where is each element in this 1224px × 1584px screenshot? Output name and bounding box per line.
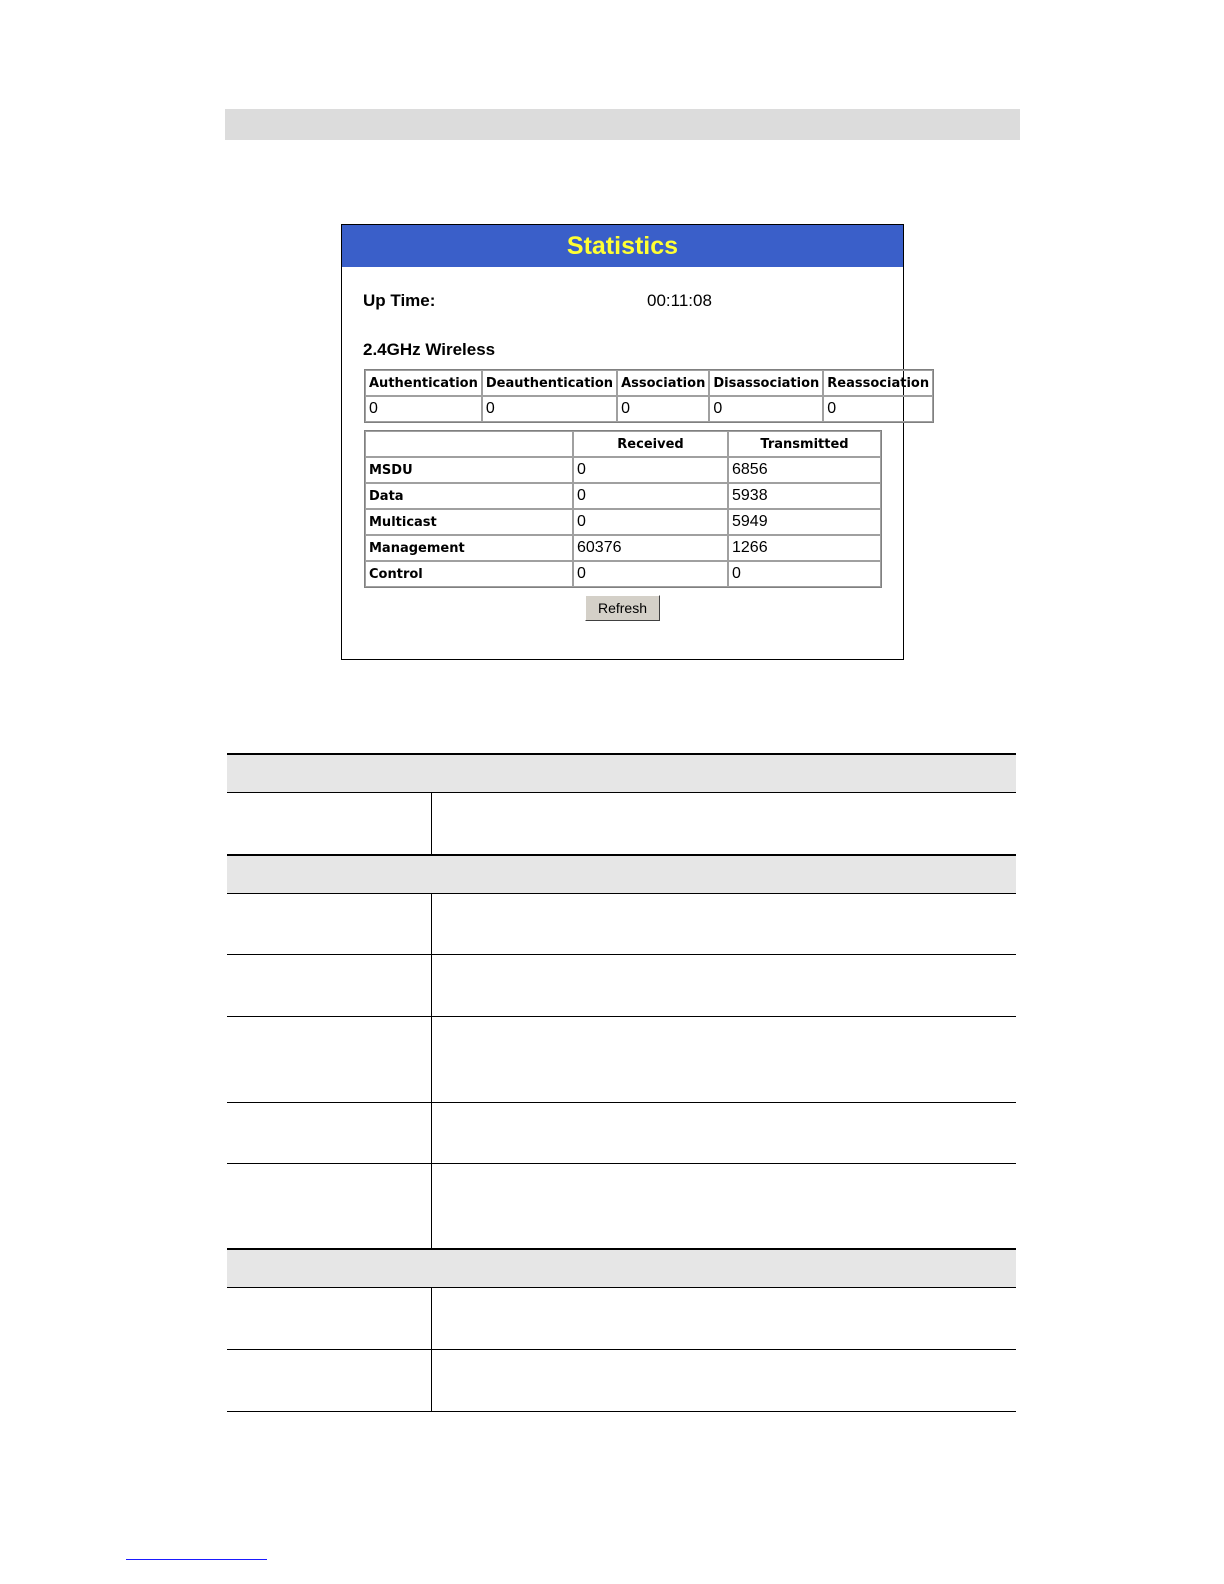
header-association: Association <box>617 370 709 396</box>
wireless-section-title: 2.4GHz Wireless <box>363 340 496 359</box>
table-row <box>227 893 1016 955</box>
table-row <box>365 535 881 561</box>
footer-link-underline[interactable] <box>126 1558 267 1560</box>
row-label: MSDU <box>365 457 573 483</box>
value-association: 0 <box>617 396 709 422</box>
table-section-header <box>227 1248 1016 1288</box>
table-row <box>365 396 933 422</box>
column-divider <box>431 792 432 854</box>
column-divider <box>431 1164 432 1248</box>
header-blank <box>365 431 573 457</box>
transmitted-value: 6856 <box>728 457 881 483</box>
column-divider <box>431 955 432 1016</box>
received-value: 60376 <box>573 535 728 561</box>
column-divider <box>431 1287 432 1349</box>
table-header-row <box>365 370 933 396</box>
column-divider <box>431 1350 432 1411</box>
value-deauthentication: 0 <box>482 396 617 422</box>
row-label: Control <box>365 561 573 587</box>
transmitted-value: 0 <box>728 561 881 587</box>
header-transmitted: Transmitted <box>728 431 881 457</box>
table-row <box>227 1164 1016 1249</box>
table-row <box>227 1017 1016 1103</box>
transmitted-value: 1266 <box>728 535 881 561</box>
header-reassociation: Reassociation <box>823 370 933 396</box>
received-value: 0 <box>573 509 728 535</box>
value-authentication: 0 <box>365 396 482 422</box>
column-divider <box>431 1103 432 1163</box>
table-row <box>365 483 881 509</box>
table-row <box>227 1287 1016 1350</box>
received-value: 0 <box>573 457 728 483</box>
table-row <box>365 561 881 587</box>
value-disassociation: 0 <box>709 396 823 422</box>
transmitted-value: 5938 <box>728 483 881 509</box>
row-label: Multicast <box>365 509 573 535</box>
header-received: Received <box>573 431 728 457</box>
table-row <box>365 509 881 535</box>
table-row <box>365 457 881 483</box>
column-divider <box>431 1017 432 1102</box>
table-row <box>227 1103 1016 1164</box>
table-row <box>227 955 1016 1017</box>
statistics-panel <box>341 224 930 660</box>
value-reassociation: 0 <box>823 396 933 422</box>
table-header-row <box>365 431 881 457</box>
uptime-label: Up Time: <box>363 291 436 310</box>
traffic-stats-table <box>364 430 882 588</box>
row-label: Management <box>365 535 573 561</box>
header-disassociation: Disassociation <box>709 370 823 396</box>
table-row <box>227 1350 1016 1412</box>
refresh-button[interactable]: Refresh <box>585 595 660 621</box>
table-section-header <box>227 753 1016 793</box>
header-deauthentication: Deauthentication <box>482 370 617 396</box>
panel-title: Statistics <box>342 225 903 267</box>
top-header-bar <box>225 109 1020 140</box>
received-value: 0 <box>573 561 728 587</box>
header-authentication: Authentication <box>365 370 482 396</box>
received-value: 0 <box>573 483 728 509</box>
association-stats-table <box>364 369 934 423</box>
column-divider <box>431 893 432 954</box>
row-label: Data <box>365 483 573 509</box>
transmitted-value: 5949 <box>728 509 881 535</box>
table-section-header <box>227 854 1016 894</box>
uptime-value: 00:11:08 <box>647 291 712 310</box>
table-row <box>227 792 1016 855</box>
